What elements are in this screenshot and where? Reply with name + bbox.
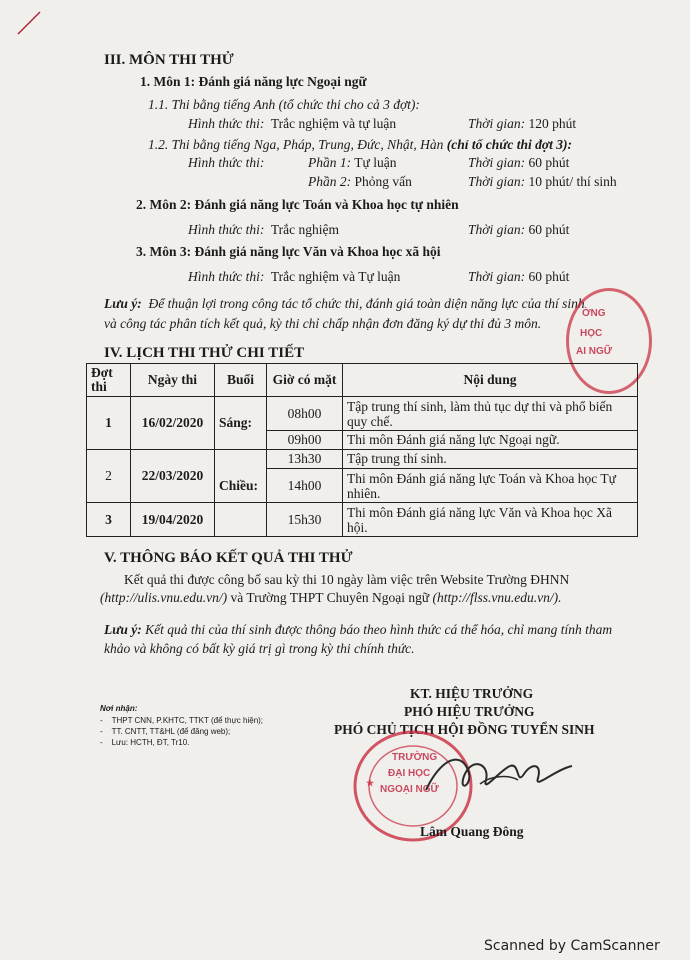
table-row bbox=[87, 503, 638, 537]
note-label: Lưu ý: bbox=[104, 622, 142, 637]
seal-text-1: TRƯỜNG bbox=[392, 752, 438, 763]
results-line1: Kết quả thi được công bố sau kỳ thi 10 ngày làm việc trên Website Trường ĐHNN bbox=[124, 572, 570, 587]
cell-noidung: Thi môn Đánh giá năng lực Ngoại ngữ. bbox=[343, 431, 638, 450]
section-5-note-line2: khảo và không có bất kỳ giá trị gì trong kỳ thi chính thức. bbox=[104, 641, 415, 656]
form-label: Hình thức thi: bbox=[188, 269, 265, 284]
form-label: Hình thức thi: bbox=[188, 116, 265, 131]
signer-name: Lâm Quang Đông bbox=[420, 824, 524, 839]
header-ngay: Ngày thi bbox=[131, 364, 215, 397]
recipients-title: Nơi nhận: bbox=[100, 704, 138, 713]
cell-noidung: Thi môn Đánh giá năng lực Văn và Khoa học Xã hội. bbox=[343, 503, 638, 537]
subject-3-form-row bbox=[188, 269, 400, 285]
recipient-item: - TT. CNTT, TT&HL (để đăng web); bbox=[100, 727, 231, 736]
time-label: Thời gian: bbox=[468, 116, 526, 131]
time-value: 120 phút bbox=[528, 116, 577, 131]
subject-1-2-title-text: 1.2. Thi bằng tiếng Nga, Pháp, Trung, Đức, Nhật, Hàn bbox=[148, 137, 444, 152]
signature-line1: KT. HIỆU TRƯỞNG bbox=[410, 686, 534, 701]
part1-value: Tự luận bbox=[354, 155, 397, 170]
section-5-heading: V. THÔNG BÁO KẾT QUẢ THI THỬ bbox=[104, 550, 353, 566]
cell-noidung: Thi môn Đánh giá năng lực Toán và Khoa học Tự nhiên. bbox=[343, 469, 638, 503]
time-value: 60 phút bbox=[528, 222, 570, 237]
table-header-row bbox=[87, 364, 638, 397]
signature-line2: PHÓ HIỆU TRƯỞNG bbox=[404, 704, 535, 719]
time-label: Thời gian: bbox=[468, 222, 526, 237]
section-4-heading: IV. LỊCH THI THỬ CHI TIẾT bbox=[104, 345, 305, 361]
part2-value: Phỏng vấn bbox=[354, 174, 412, 189]
time-value: 10 phút/ thí sinh bbox=[528, 174, 617, 189]
cell-dot: 2 bbox=[87, 450, 131, 503]
time-value: 60 phút bbox=[528, 269, 570, 284]
cell-gio: 14h00 bbox=[267, 469, 343, 503]
subject-1-2-form-label: Hình thức thi: bbox=[188, 155, 265, 170]
signature-line3: PHÓ CHỦ TỊCH HỘI ĐỒNG TUYỂN SINH bbox=[334, 722, 595, 737]
cell-buoi: Sáng: bbox=[215, 397, 267, 450]
note-text: Để thuận lợi trong công tác tổ chức thi, đánh giá toàn diện năng lực của thí sinh bbox=[148, 296, 585, 311]
results-line2-text: và Trường THPT Chuyên Ngoại ngữ bbox=[227, 590, 433, 605]
seal-edge-text: ★ bbox=[366, 778, 375, 788]
section-5-note-line1 bbox=[104, 622, 612, 638]
cell-ngay: 16/02/2020 bbox=[131, 397, 215, 450]
recipient-text: TT. CNTT, TT&HL (để đăng web); bbox=[111, 727, 231, 736]
table-row bbox=[87, 397, 638, 431]
table-row bbox=[87, 450, 638, 469]
note-text: Kết quả thi của thí sinh được thông báo theo hình thức cá thể hóa, chỉ mang tính tham bbox=[145, 622, 613, 637]
cell-gio: 08h00 bbox=[267, 397, 343, 431]
subject-1-1-form-row bbox=[188, 116, 396, 132]
section-3-note-line2: và công tác phân tích kết quả, kỳ thi chỉ chấp nhận đơn đăng ký dự thi đủ 3 môn. bbox=[104, 316, 542, 331]
part1-label: Phần 1: bbox=[308, 155, 352, 170]
cell-gio: 15h30 bbox=[267, 503, 343, 537]
subject-3-time-row bbox=[468, 269, 569, 285]
ulis-link[interactable]: (http://ulis.vnu.edu.vn/) bbox=[100, 590, 228, 605]
side-seal-text-2: HỌC bbox=[580, 328, 603, 339]
header-noidung: Nội dung bbox=[343, 364, 638, 397]
subject-1-2-part2 bbox=[308, 174, 412, 190]
time-label: Thời gian: bbox=[468, 174, 526, 189]
form-value: Trắc nghiệm bbox=[270, 222, 339, 237]
part2-label: Phần 2: bbox=[308, 174, 352, 189]
cell-gio: 13h30 bbox=[267, 450, 343, 469]
cell-buoi: Chiều: bbox=[215, 450, 267, 503]
subject-1-title: 1. Môn 1: Đánh giá năng lực Ngoại ngữ bbox=[140, 74, 367, 89]
header-gio: Giờ có mặt bbox=[267, 364, 343, 397]
camscanner-watermark: Scanned by CamScanner bbox=[484, 938, 660, 954]
cell-noidung: Tập trung thí sinh, làm thủ tục dự thi và phổ biến quy chế. bbox=[343, 397, 638, 431]
header-dot: Đợt thi bbox=[87, 364, 131, 397]
cell-ngay: 19/04/2020 bbox=[131, 503, 215, 537]
recipient-item: - Lưu: HCTH, ĐT, Tr10. bbox=[100, 738, 190, 747]
form-value: Trắc nghiệm và tự luận bbox=[270, 116, 397, 131]
seal-text-3: NGOẠI NGỮ bbox=[380, 784, 439, 795]
cell-dot: 1 bbox=[87, 397, 131, 450]
subject-1-2-part2-time bbox=[468, 174, 617, 190]
corner-mark bbox=[14, 8, 44, 38]
subject-1-2-part1 bbox=[308, 155, 396, 171]
side-seal-text-1: ỜNG bbox=[582, 308, 606, 319]
subject-2-time-row bbox=[468, 222, 569, 238]
subject-2-title: 2. Môn 2: Đánh giá năng lực Toán và Khoa học tự nhiên bbox=[136, 197, 459, 212]
cell-gio: 09h00 bbox=[267, 431, 343, 450]
recipient-text: Lưu: HCTH, ĐT, Tr10. bbox=[111, 738, 190, 747]
time-value: 60 phút bbox=[528, 155, 570, 170]
side-seal-text-3: AI NGỮ bbox=[576, 346, 613, 357]
subject-1-2-note: (chỉ tổ chức thi đợt 3): bbox=[446, 137, 572, 152]
subject-1-1-time-row bbox=[468, 116, 576, 132]
form-label: Hình thức thi: bbox=[188, 222, 265, 237]
subject-1-1-title: 1.1. Thi bằng tiếng Anh (tổ chức thi cho cả 3 đợt): bbox=[148, 97, 420, 112]
cell-buoi-empty bbox=[215, 503, 267, 537]
subject-1-2-part1-time bbox=[468, 155, 569, 171]
subject-3-title: 3. Môn 3: Đánh giá năng lực Văn và Khoa học xã hội bbox=[136, 244, 441, 259]
time-label: Thời gian: bbox=[468, 269, 526, 284]
form-value: Trắc nghiệm và Tự luận bbox=[270, 269, 401, 284]
recipient-text: THPT CNN, P.KHTC, TTKT (để thực hiện); bbox=[111, 716, 264, 725]
schedule-table bbox=[86, 363, 638, 537]
header-buoi: Buổi bbox=[215, 364, 267, 397]
cell-noidung: Tập trung thí sinh. bbox=[343, 450, 638, 469]
seal-text-2: ĐẠI HỌC bbox=[388, 768, 431, 779]
handwritten-signature bbox=[420, 740, 580, 810]
section-3-note-line1 bbox=[104, 296, 585, 312]
section-3-heading: III. MÔN THI THỬ bbox=[104, 52, 234, 68]
time-label: Thời gian: bbox=[468, 155, 526, 170]
note-label: Lưu ý: bbox=[104, 296, 142, 311]
subject-2-form-row bbox=[188, 222, 339, 238]
results-line2 bbox=[100, 590, 562, 606]
subject-1-2-title bbox=[148, 137, 572, 153]
recipient-item: - THPT CNN, P.KHTC, TTKT (để thực hiện); bbox=[100, 716, 264, 725]
flss-link[interactable]: (http://flss.vnu.edu.vn/). bbox=[432, 590, 562, 605]
cell-dot: 3 bbox=[87, 503, 131, 537]
cell-ngay: 22/03/2020 bbox=[131, 450, 215, 503]
